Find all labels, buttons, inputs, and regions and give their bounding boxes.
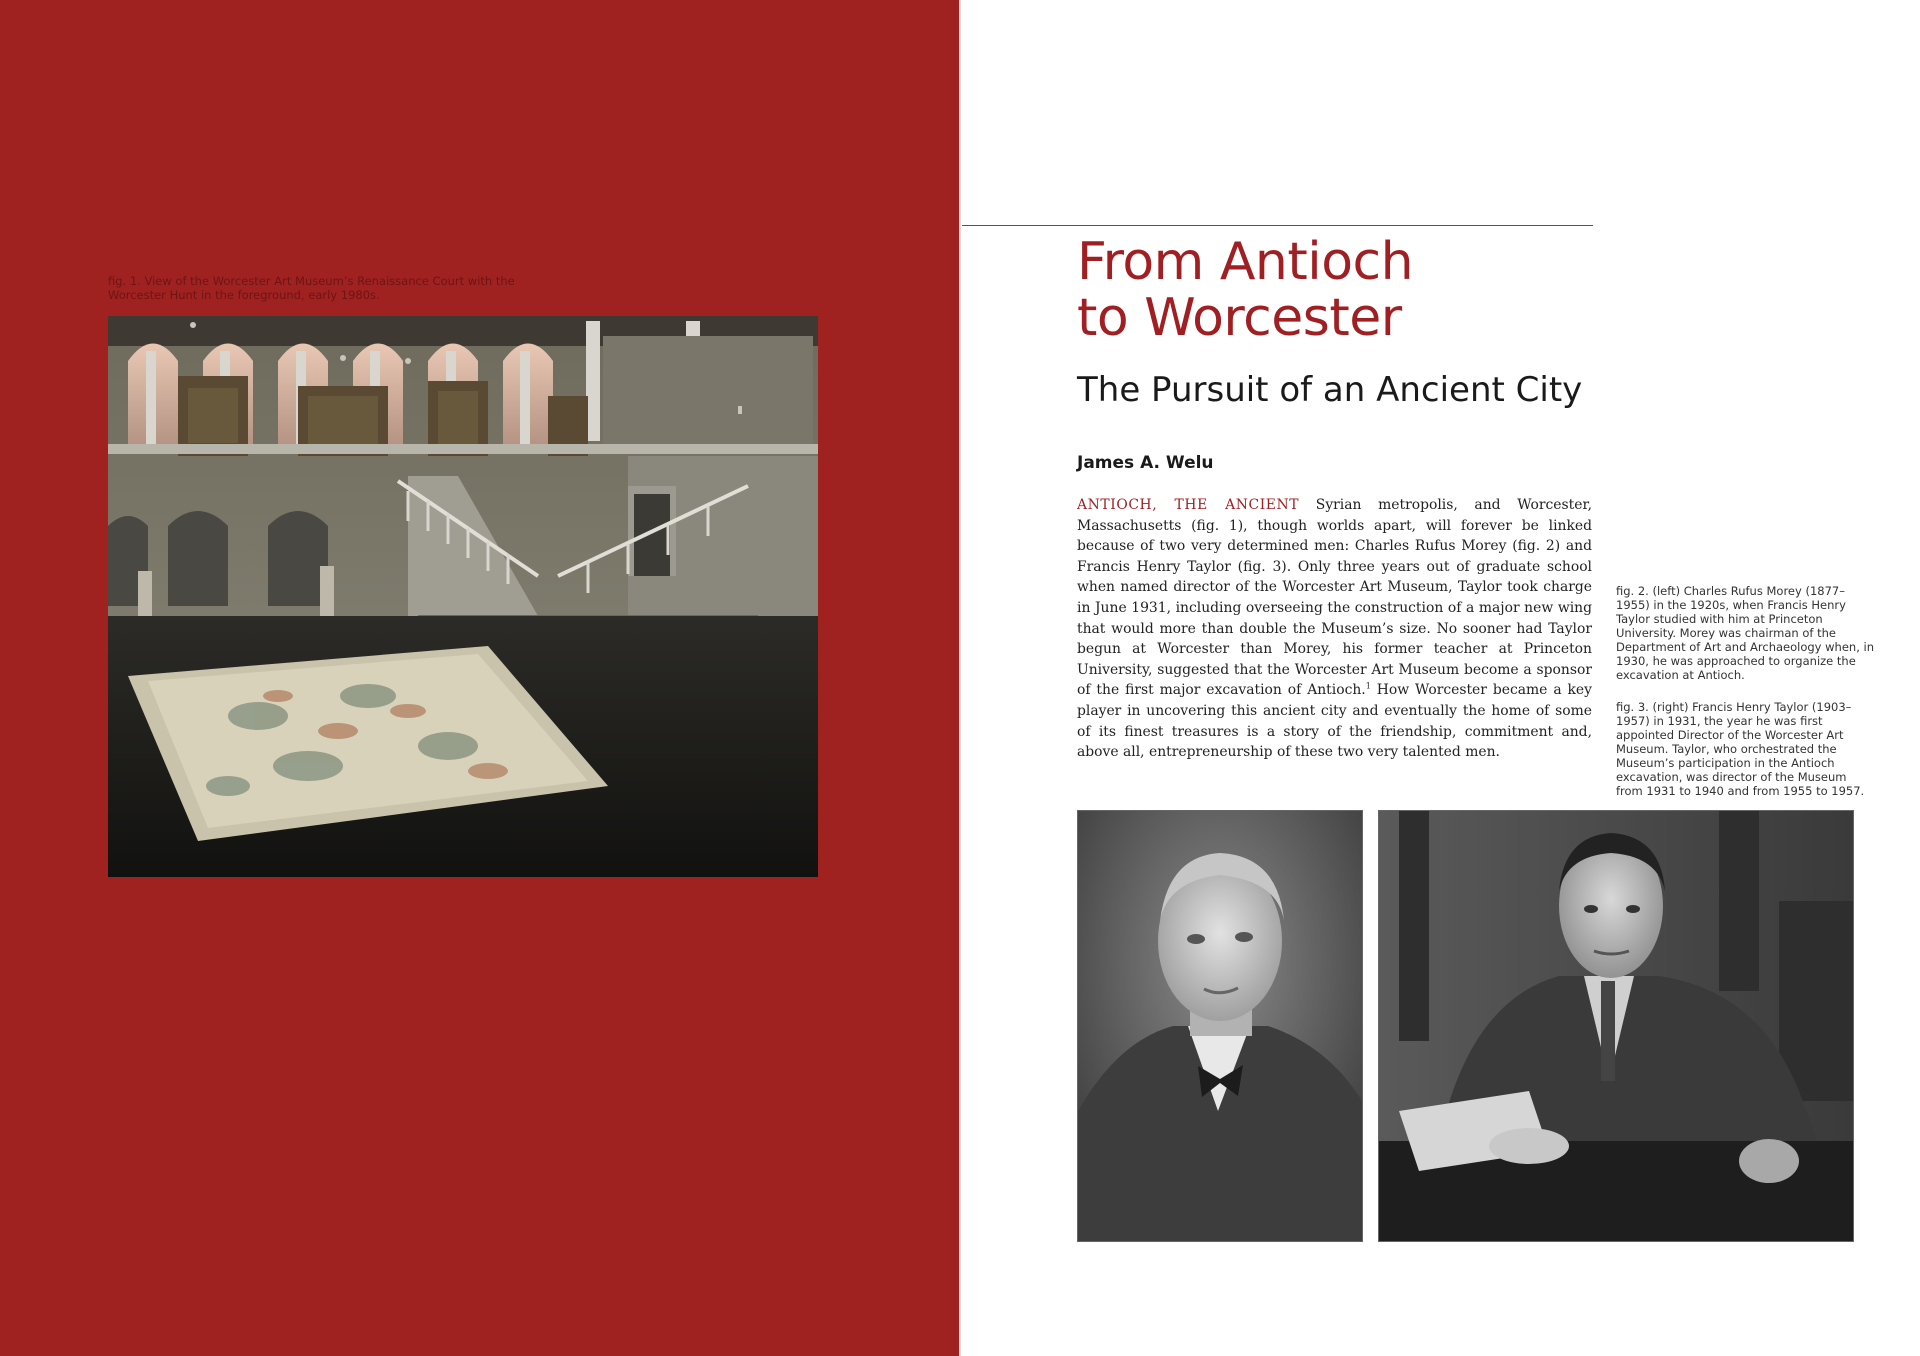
fig3-caption: fig. 3. (right) Francis Henry Taylor (1903–1957) in 1931, the year he was first appointed Director of the Worcester Art Museum. Taylor, who orchestrated the Museum’s participation in the Antioch excavation, was director of the Museum from 1931 to 1940 and from 1955 to 1957. [1616,700,1865,798]
body-text-part2: How Worcester became a key player in uncovering this ancient city and eventually the home of some of its finest treasures is a story of the friendship, commitment and, above all, entrepreneurship of these two very talented men. [1077,682,1592,761]
left-page [0,0,959,1356]
title-line-1: From Antioch [1077,232,1414,292]
body-text-part1: Syrian metropolis, and Worcester, Massachusetts (fig. 1), though worlds apart, will forever be linked because of two very determined men: Charles Rufus Morey (fig. 2) and Francis Henry Taylor (fig. 3). Only three years out of graduate school when named director of the Worcester Art Museum, Taylor took charge in June 1931, including overseeing the construction of a major new wing that would more than double the Museum’s size. No sooner had Taylor begun at Worcester than Morey, his former teacher at Princeton University, suggested that the Worcester Art Museum become a sponsor of the first major excavation of Antioch. [1077,497,1592,699]
title-line-2: to Worcester [1077,288,1402,348]
fig3-taylor-portrait [1378,810,1854,1242]
article-title [1077,234,1597,346]
fig1-caption: fig. 1. View of the Worcester Art Museum’s Renaissance Court with the Worcester Hunt in the foreground, early 1980s. [108,274,515,302]
footnote-ref[interactable]: 1 [1365,681,1371,691]
fig1-renaissance-court-photo [108,316,818,877]
fig2-morey-portrait [1077,810,1363,1242]
lead-in: ANTIOCH, THE ANCIENT [1077,497,1300,513]
article-subtitle: The Pursuit of an Ancient City [1077,370,1583,410]
fig2-caption: fig. 2. (left) Charles Rufus Morey (1877–1955) in the 1920s, when Francis Henry Taylor studied with him at Princeton University. Morey was chairman of the Department of Art and Archaeology when, in 1930, he was approached to organize the excavation at Antioch. [1616,584,1874,682]
title-rule [962,225,1593,226]
author-name: James A. Welu [1077,453,1214,473]
article-body [1077,495,1592,763]
